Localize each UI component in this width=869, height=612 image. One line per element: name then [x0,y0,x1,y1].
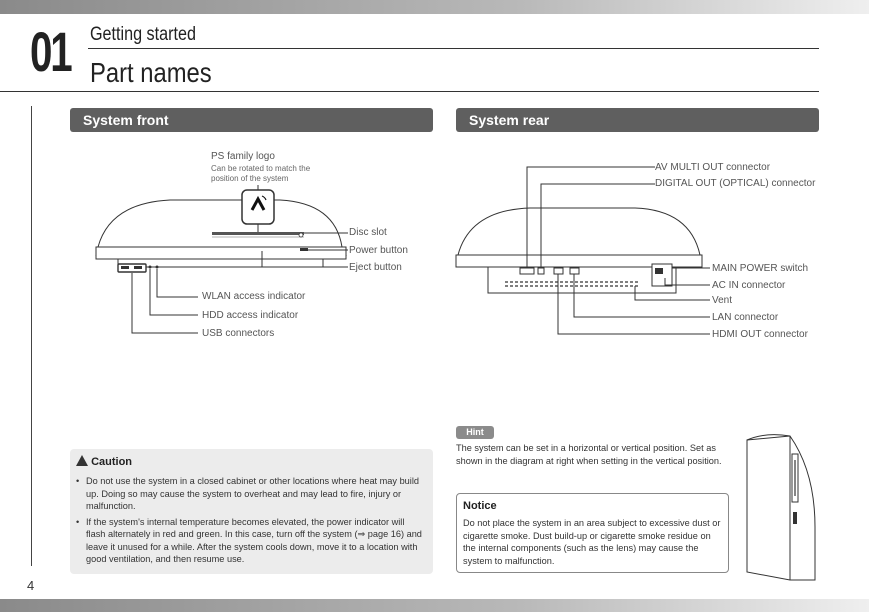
hdmi-out-label: HDMI OUT connector [712,329,808,340]
page-number: 4 [27,578,35,593]
ps-logo-note: Can be rotated to match the position of the system [211,164,311,183]
hint-badge: Hint [456,426,494,439]
chapter-number: 01 [30,20,71,83]
system-front-diagram [90,185,350,345]
ac-in-label: AC IN connector [712,280,786,291]
notice-box [456,493,729,573]
system-rear-header: System rear [456,108,819,132]
usb-connectors-label: USB connectors [202,328,275,339]
system-front-header: System front [70,108,433,132]
top-decor-bar [0,0,869,14]
caution-box [70,449,433,574]
chapter-title: Getting started [90,24,196,45]
vertical-system-illustration [745,432,820,582]
vent-label: Vent [712,295,733,306]
caution-item: • Do not use the system in a closed cabinet or other locations where heat may build up. Doing so may cause the system to overheat and may lead to fire, injury or malfunction. [76,475,426,513]
hint-text: The system can be set in a horizontal or vertical position. Set as shown in the diagram at right when setting in the vertical position. [456,443,722,466]
header-rule-bottom [0,91,819,92]
page-title: Part names [90,57,212,88]
hdd-indicator-label: HDD access indicator [202,310,299,321]
bottom-decor-bar [0,599,869,612]
ps-logo-label: PS family logo [211,151,275,162]
av-multi-out-label: AV MULTI OUT connector [655,162,771,173]
lan-label: LAN connector [712,312,779,323]
caution-item: • If the system's internal temperature becomes elevated, the power indicator will flash alternately in red and green. In this case, turn off the system (⇒ page 16) and leave it unused for a while. After the system cools down, move it to a location with good ventilation, and then resume use. [76,516,426,566]
wlan-indicator-label: WLAN access indicator [202,291,306,302]
main-power-label: MAIN POWER switch [712,263,809,274]
warning-icon [76,455,88,466]
notice-text: Do not place the system in an area subject to excessive dust or cigarette smoke. Dust build-up or cigarette smoke residue on the internal components (such as the lens) may cause the system to malfunction. [463,518,721,566]
notice-title: Notice [463,500,497,512]
caution-title: Caution [76,455,132,468]
caution-list [76,475,432,569]
header-rule-top [88,48,819,49]
disc-slot-label: Disc slot [349,227,387,238]
power-button-label: Power button [349,245,408,256]
digital-out-label: DIGITAL OUT (OPTICAL) connector [655,178,816,189]
margin-line [31,106,32,566]
eject-button-label: Eject button [349,262,402,273]
